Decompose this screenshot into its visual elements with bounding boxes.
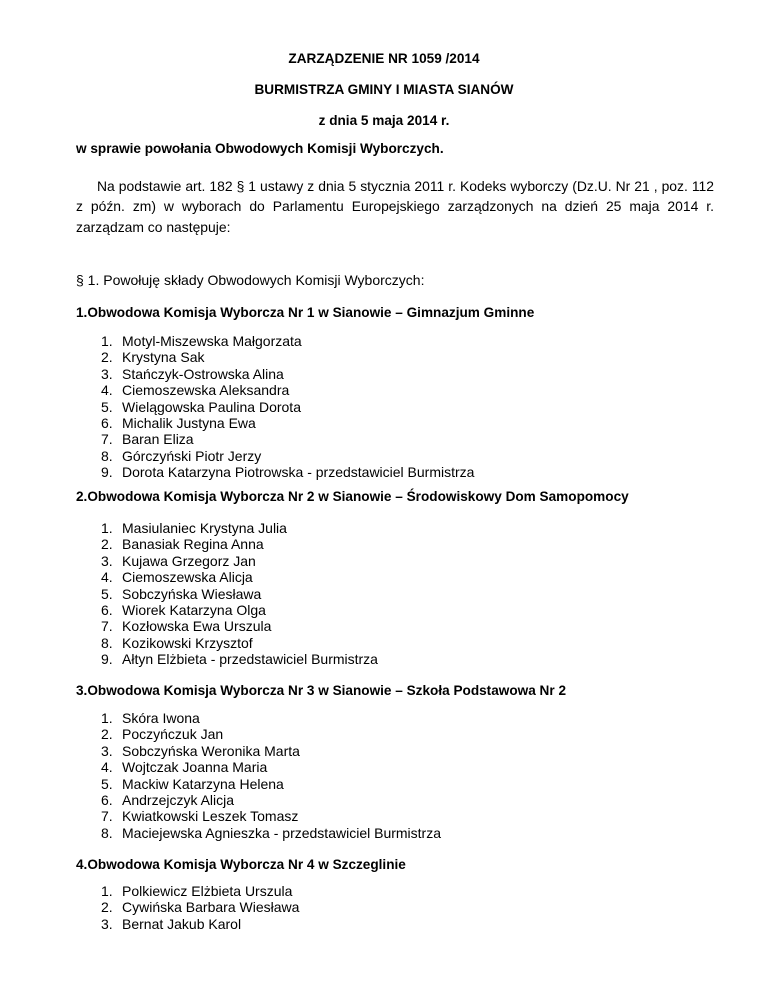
member-item [76, 916, 299, 932]
committee-2-members [76, 520, 378, 668]
member-item [76, 349, 474, 365]
member-number: 1. [101, 710, 113, 726]
member-item [76, 553, 378, 569]
member-item [76, 536, 378, 552]
member-number: 2. [101, 726, 113, 743]
member-number: 7. [101, 618, 113, 635]
intro-paragraph: Na podstawie art. 182 § 1 ustawy z dnia 5 stycznia 2011 r. Kodeks wyborczy (Dz.U. Nr 21 , poz. 112 z późn. zm) w wyborach do Parlamentu Europejskiego zarządzonych na dzień 25 maja 2014 r. zarządzam co następuje: [76, 178, 714, 235]
document-subject: w sprawie powołania Obwodowych Komisji Wyborczych. [76, 141, 444, 156]
member-number: 7. [101, 431, 113, 448]
committee-3-title: 3.Obwodowa Komisja Wyborcza Nr 3 w Sianowie – Szkoła Podstawowa Nr 2 [76, 683, 567, 698]
member-item [76, 415, 474, 431]
member-name: Cywińska Barbara Wiesława [122, 899, 300, 916]
member-name: Poczyńczuk Jan [122, 726, 224, 743]
member-item [76, 792, 441, 808]
member-item [76, 333, 474, 349]
member-item [76, 726, 441, 742]
member-number: 3. [101, 915, 113, 932]
member-name: Wielągowska Paulina Dorota [122, 398, 301, 415]
member-name: Andrzejczyk Alicja [122, 792, 235, 809]
member-name: Maciejewska Agnieszka - przedstawiciel Burmistrza [122, 824, 441, 841]
member-item [76, 382, 474, 398]
member-number: 5. [101, 398, 113, 415]
committee-1-members [76, 333, 474, 481]
member-item [76, 635, 378, 651]
member-number: 3. [101, 365, 113, 382]
member-name: Dorota Katarzyna Piotrowska - przedstawiciel Burmistrza [122, 464, 475, 481]
member-item [76, 464, 474, 480]
member-number: 4. [101, 382, 113, 399]
member-number: 3. [101, 742, 113, 759]
committee-2-title: 2.Obwodowa Komisja Wyborcza Nr 2 w Sianowie – Środowiskowy Dom Samopomocy [76, 489, 629, 504]
member-number: 6. [101, 792, 113, 809]
member-item [76, 776, 441, 792]
member-number: 4. [101, 569, 113, 586]
paragraph-1: § 1. Powołuję składy Obwodowych Komisji Wyborczych: [76, 272, 425, 288]
member-name: Baran Eliza [122, 431, 194, 448]
member-number: 9. [101, 651, 113, 668]
member-number: 1. [101, 520, 113, 536]
member-item [76, 431, 474, 447]
member-name: Skóra Iwona [122, 710, 200, 726]
member-name: Motyl-Miszewska Małgorzata [122, 333, 302, 349]
member-name: Górczyński Piotr Jerzy [122, 447, 262, 464]
member-number: 6. [101, 602, 113, 619]
document-issuer: BURMISTRZA GMINY I MIASTA SIANÓW [254, 82, 514, 97]
member-name: Krystyna Sak [122, 349, 205, 366]
member-number: 3. [101, 552, 113, 569]
member-number: 8. [101, 447, 113, 464]
member-name: Ałtyn Elżbieta - przedstawiciel Burmistrza [122, 651, 378, 668]
member-number: 7. [101, 808, 113, 825]
member-name: Kozłowska Ewa Urszula [122, 618, 272, 635]
member-name: Sobczyńska Wiesława [122, 585, 262, 602]
committee-4-title: 4.Obwodowa Komisja Wyborcza Nr 4 w Szczeglinie [76, 857, 406, 872]
member-number: 2. [101, 349, 113, 366]
committee-4-members [76, 883, 299, 932]
member-item [76, 883, 299, 899]
member-item [76, 899, 299, 915]
member-name: Michalik Justyna Ewa [122, 415, 256, 432]
member-name: Polkiewicz Elżbieta Urszula [122, 883, 293, 899]
member-item [76, 710, 441, 726]
member-name: Stańczyk-Ostrowska Alina [122, 365, 284, 382]
member-item [76, 808, 441, 824]
member-item [76, 586, 378, 602]
member-number: 5. [101, 775, 113, 792]
member-item [76, 651, 378, 667]
member-name: Kozikowski Krzysztof [122, 634, 253, 651]
member-name: Banasiak Regina Anna [122, 536, 264, 553]
member-name: Ciemoszewska Aleksandra [122, 382, 290, 399]
member-name: Masiulaniec Krystyna Julia [122, 520, 287, 536]
member-name: Wojtczak Joanna Maria [122, 759, 268, 776]
committee-3-members [76, 710, 441, 841]
member-item [76, 825, 441, 841]
member-number: 4. [101, 759, 113, 776]
member-item [76, 366, 474, 382]
member-name: Wiorek Katarzyna Olga [122, 602, 266, 619]
member-item [76, 618, 378, 634]
member-number: 1. [101, 883, 113, 899]
member-item [76, 759, 441, 775]
member-name: Ciemoszewska Alicja [122, 569, 253, 586]
member-number: 8. [101, 824, 113, 841]
member-name: Kwiatkowski Leszek Tomasz [122, 808, 299, 825]
member-number: 8. [101, 634, 113, 651]
member-item [76, 399, 474, 415]
member-item [76, 602, 378, 618]
member-item [76, 520, 378, 536]
member-item [76, 448, 474, 464]
document-date: z dnia 5 maja 2014 r. [318, 113, 450, 128]
committee-1-title: 1.Obwodowa Komisja Wyborcza Nr 1 w Sianowie – Gimnazjum Gminne [76, 305, 535, 320]
member-name: Sobczyńska Weronika Marta [122, 742, 300, 759]
document-title: ZARZĄDZENIE NR 1059 /2014 [288, 51, 480, 66]
member-item [76, 743, 441, 759]
member-number: 5. [101, 585, 113, 602]
member-number: 2. [101, 899, 113, 916]
member-name: Kujawa Grzegorz Jan [122, 552, 256, 569]
member-number: 9. [101, 464, 113, 481]
member-number: 1. [101, 333, 113, 349]
member-item [76, 569, 378, 585]
member-name: Mackiw Katarzyna Helena [122, 775, 284, 792]
member-number: 2. [101, 536, 113, 553]
member-number: 6. [101, 415, 113, 432]
member-name: Bernat Jakub Karol [122, 915, 242, 932]
